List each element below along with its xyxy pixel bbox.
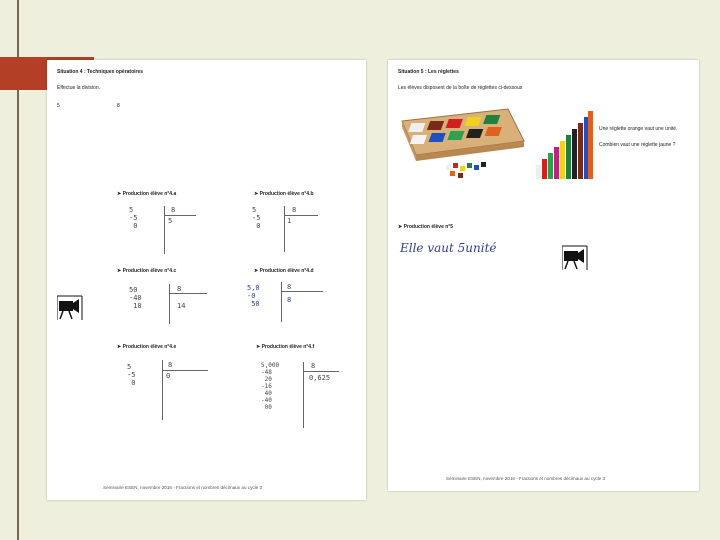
left-document-page (47, 60, 366, 500)
division-work: 5 -5 0 (252, 206, 261, 230)
division-work: 5,0 -0 50 (247, 284, 260, 308)
division-divisor: 8 (168, 361, 173, 369)
intro-text: Les élèves disposent de la boîte de réglettes ci-dessous (398, 85, 523, 91)
production-label-4e: ➤ Production élève n°4.e (117, 344, 177, 350)
problem-a-dividend: 5 (57, 103, 60, 109)
division-quotient: 5 (168, 217, 173, 225)
division-bar (303, 371, 339, 372)
division-divisor: 8 (171, 206, 176, 214)
page-footer: Séminaire ESEN, novembre 2016 - Fractions et nombres décimaux au cycle 3 (446, 476, 606, 481)
video-camera-icon[interactable] (562, 243, 588, 276)
division-bar (164, 206, 165, 254)
division-quotient: 1 (287, 217, 292, 225)
page-title: Situation 4 : Techniques opératoires (57, 69, 144, 75)
division-quotient: 0,625 (309, 374, 331, 382)
page-title: Situation 5 : Les réglettes (398, 69, 459, 75)
video-camera-icon[interactable] (57, 293, 83, 326)
division-bar (281, 291, 323, 292)
page-footer: Séminaire ESEN, novembre 2016 - Fractions et nombres décimaux au cycle 3 (103, 485, 263, 490)
problem-a-divisor: 8 (117, 103, 120, 109)
division-bar (169, 284, 170, 324)
division-bar (169, 293, 207, 294)
production-label-4f: ➤ Production élève n°4.f (256, 344, 315, 350)
division-work: 50 -40 10 (129, 286, 142, 310)
division-quotient: 8 (287, 296, 292, 304)
question-2: Combien vaut une réglette jaune ? (599, 142, 676, 148)
right-document-page (388, 60, 699, 491)
production-label-4d: ➤ Production élève n°4.d (254, 268, 314, 274)
division-work: 5 -5 0 (127, 363, 136, 387)
division-quotient: 0 (166, 372, 171, 380)
handwritten-answer: Elle vaut 5unité (400, 241, 497, 255)
cuisenaire-rods-photo (398, 105, 594, 187)
question-1: Une réglette orange vaut une unité. (599, 126, 678, 132)
division-bar (164, 215, 196, 216)
production-label-4c: ➤ Production élève n°4.c (117, 268, 177, 274)
division-bar (284, 215, 318, 216)
division-divisor: 8 (287, 283, 292, 291)
division-bar (284, 206, 285, 252)
production-label-5: ➤ Production élève n°5 (398, 224, 454, 230)
division-bar (281, 282, 282, 322)
division-work: 5,000 -48 20 -16 40 -40 00 (261, 362, 280, 411)
division-quotient: 14 (177, 302, 186, 310)
division-divisor: 8 (311, 362, 316, 370)
division-bar (162, 370, 208, 371)
division-bar (162, 360, 163, 420)
production-label-4a: ➤ Production élève n°4.a (117, 191, 177, 197)
division-divisor: 8 (177, 285, 182, 293)
instruction-text: Effectue la division. (57, 85, 100, 91)
division-work: 5 -5 0 (129, 206, 138, 230)
division-divisor: 8 (292, 206, 297, 214)
production-label-4b: ➤ Production élève n°4.b (254, 191, 314, 197)
